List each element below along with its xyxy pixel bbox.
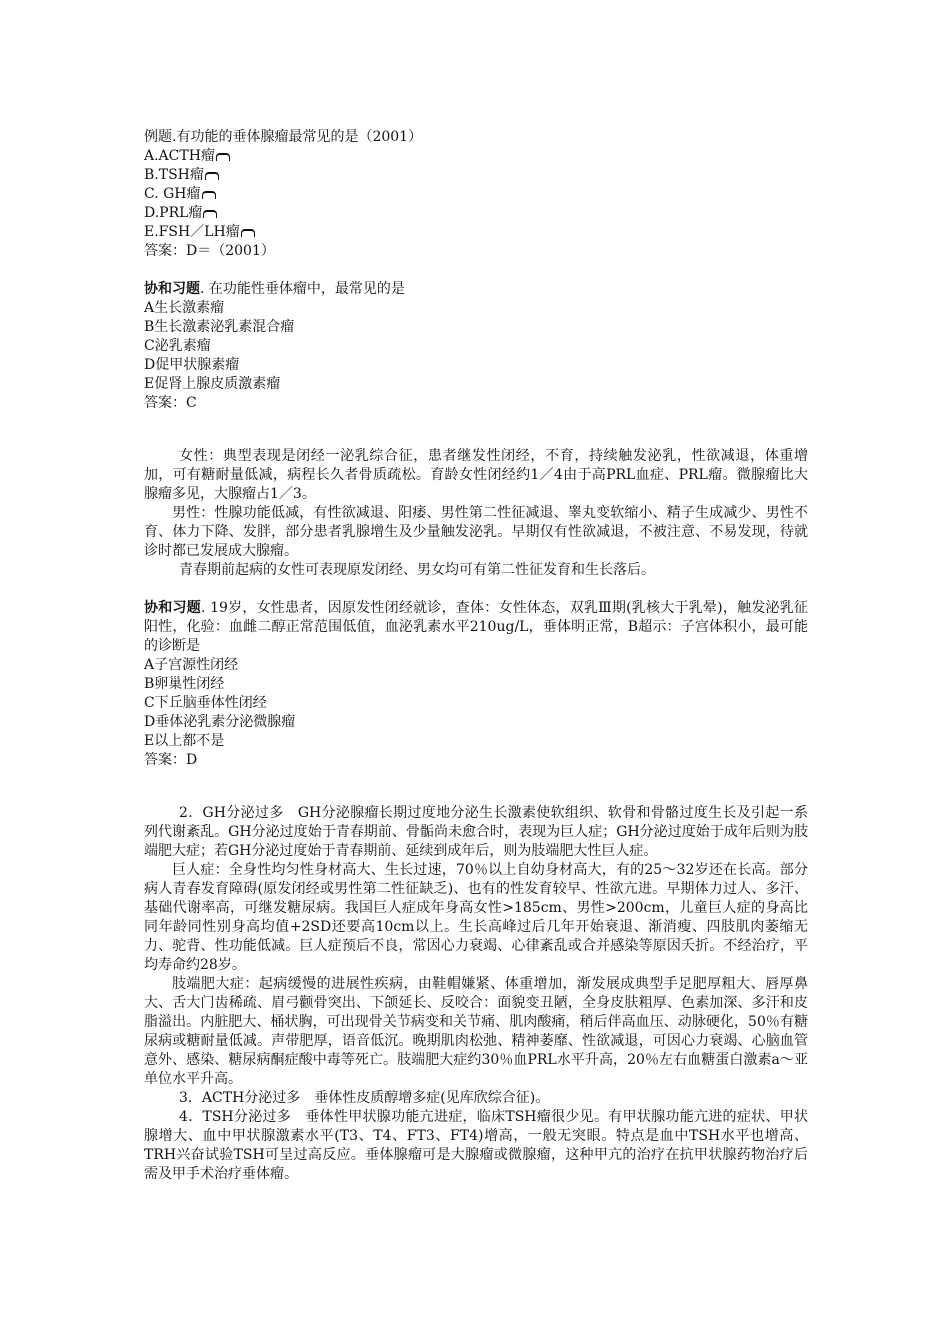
return-mark-icon [203, 210, 217, 218]
example-title: 例题.有功能的垂体腺瘤最常见的是（2001） [144, 129, 423, 145]
q2-option-b: B卵巢性闭经 [144, 676, 225, 692]
q2-option-d: D垂体泌乳素分泌微腺瘤 [144, 714, 296, 730]
prl-male-paragraph: 男性：性腺功能低减，有性欲减退、阳痿、男性第二性征减退、睾丸变软缩小、精子生成减少、男性不育、体力下降、发胖，部分患者乳腺增生及少量触发泌乳。早期仅有性欲减退，不被注意、不易发现，待就诊时都已发展成大腺瘤。 [144, 505, 808, 559]
return-mark-icon [216, 153, 230, 161]
q1-option-d: D促甲状腺素瘤 [144, 357, 240, 373]
q2-option-c: C下丘脑垂体性闭经 [144, 695, 267, 711]
q1-option-c: C泌乳素瘤 [144, 338, 211, 354]
prl-puberty-paragraph: 青春期前起病的女性可表现原发闭经、男女均可有第二性征发育和生长落后。 [179, 562, 655, 578]
gh-giant-paragraph: 巨人症：全身性均匀性身材高大、生长过速，70％以上自幼身材高大，有的25～32岁还在长高。部分病人青春发育障碍(原发闭经或男性第二性征缺乏)、也有的性发育较早、性欲亢进。早期体力过人、多汗、基础代谢率高，可继发糖尿病。我国巨人症成年身高女性>185cm、男性>200cm，儿童巨人症的身高比同年龄同性别身高均值+2SD还要高10cm以上。生长高峰过后几年开始衰退、渐消瘦、四肢肌肉萎缩无力、驼背、性功能低减。巨人症预后不良，常因心力衰竭、心律紊乱或合并感染等原因夭折。不经治疗，平均寿命约28岁。 [144, 862, 808, 973]
return-mark-icon [241, 229, 255, 237]
q2-option-a: A子宫源性闭经 [144, 657, 239, 673]
q1-label: 协和习题 [144, 281, 200, 297]
gh-intro-paragraph: 2．GH分泌过多 GH分泌腺瘤长期过度地分泌生长激素使软组织、软骨和骨骼过度生长及引起一系列代谢紊乱。GH分泌过度始于青春期前、骨骺尚未愈合时，表现为巨人症；GH分泌过度始于成年后则为肢端肥大症；若GH分泌过度始于青春期前、延续到成年后，则为肢端肥大性巨人症。 [144, 805, 808, 859]
document-body [144, 128, 808, 1184]
example-option-d: D.PRL瘤 [144, 204, 808, 223]
return-mark-icon [202, 191, 216, 199]
acth-paragraph: 3．ACTH分泌过多 垂体性皮质醇增多症(见库欣综合征)。 [179, 1090, 550, 1106]
q1-option-a: A生长激素瘤 [144, 300, 225, 316]
q1-answer: 答案：C [144, 395, 197, 411]
example-option-b: B.TSH瘤 [144, 166, 808, 185]
q2-option-e: E以上都不是 [144, 733, 225, 749]
q2-label: 协和习题 [144, 600, 201, 616]
q1-option-b: B生长激素泌乳素混合瘤 [144, 319, 295, 335]
return-mark-icon [205, 172, 219, 180]
q2-stem: 协和习题. 19岁，女性患者，因原发性闭经就诊，查体：女性体态，双乳Ⅲ期(乳核大于乳晕)，触发泌乳征阳性，化验：血雌二醇正常范围低值，血泌乳素水平210ug/L，垂体明正常，B超示：子宫体积小，最可能的诊断是 [144, 600, 809, 654]
prl-female-paragraph: 女性：典型表现是闭经一泌乳综合征，患者继发性闭经，不育，持续触发泌乳，性欲减退，体重增加，可有糖耐量低减，病程长久者骨质疏松。育龄女性闭经约1／4由于高PRL血症、PRL瘤。微腺瘤比大腺瘤多见，大腺瘤占1／3。 [144, 448, 808, 502]
example-option-c: C. GH瘤 [144, 185, 808, 204]
q1-option-e: E促肾上腺皮质激素瘤 [144, 376, 281, 392]
tsh-paragraph: 4．TSH分泌过多 垂体性甲状腺功能亢进症，临床TSH瘤很少见。有甲状腺功能亢进的症状、甲状腺增大、血中甲状腺激素水平(T3、T4、FT3、FT4)增高，一般无突眼。特点是血中TSH水平也增高、TRH兴奋试验TSH可呈过高反应。垂体腺瘤可是大腺瘤或微腺瘤，这种甲亢的治疗在抗甲状腺药物治疗后需及甲手术治疗垂体瘤。 [144, 1109, 808, 1182]
example-answer: 答案：D＝（2001） [144, 243, 275, 259]
gh-acromegaly-paragraph: 肢端肥大症：起病缓慢的进展性疾病，由鞋帽嫌紧、体重增加，渐发展成典型手足肥厚粗大、唇厚鼻大、舌大门齿稀疏、眉弓颧骨突出、下颌延长、反咬合：面貌变丑陋，全身皮肤粗厚、色素加深、多汗和皮脂溢出。内脏肥大、桶状胸，可出现骨关节病变和关节痛、肌肉酸痛，稍后伴高血压、动脉硬化，50％有糖尿病或糖耐量低减。声带肥厚，语音低沉。晚期肌肉松弛、精神萎靡、性欲减退，可因心力衰竭、心脑血管意外、感染、糖尿病酮症酸中毒等死亡。肢端肥大症约30％血PRL水平升高，20％左右血糖蛋白激素a～亚单位水平升高。 [144, 976, 808, 1087]
example-option-a: A.ACTH瘤 [144, 147, 808, 166]
example-option-e: E.FSH／LH瘤 [144, 223, 808, 242]
q1-stem: 协和习题. 在功能性垂体瘤中，最常见的是 [144, 281, 405, 297]
q2-answer: 答案：D [144, 752, 198, 768]
